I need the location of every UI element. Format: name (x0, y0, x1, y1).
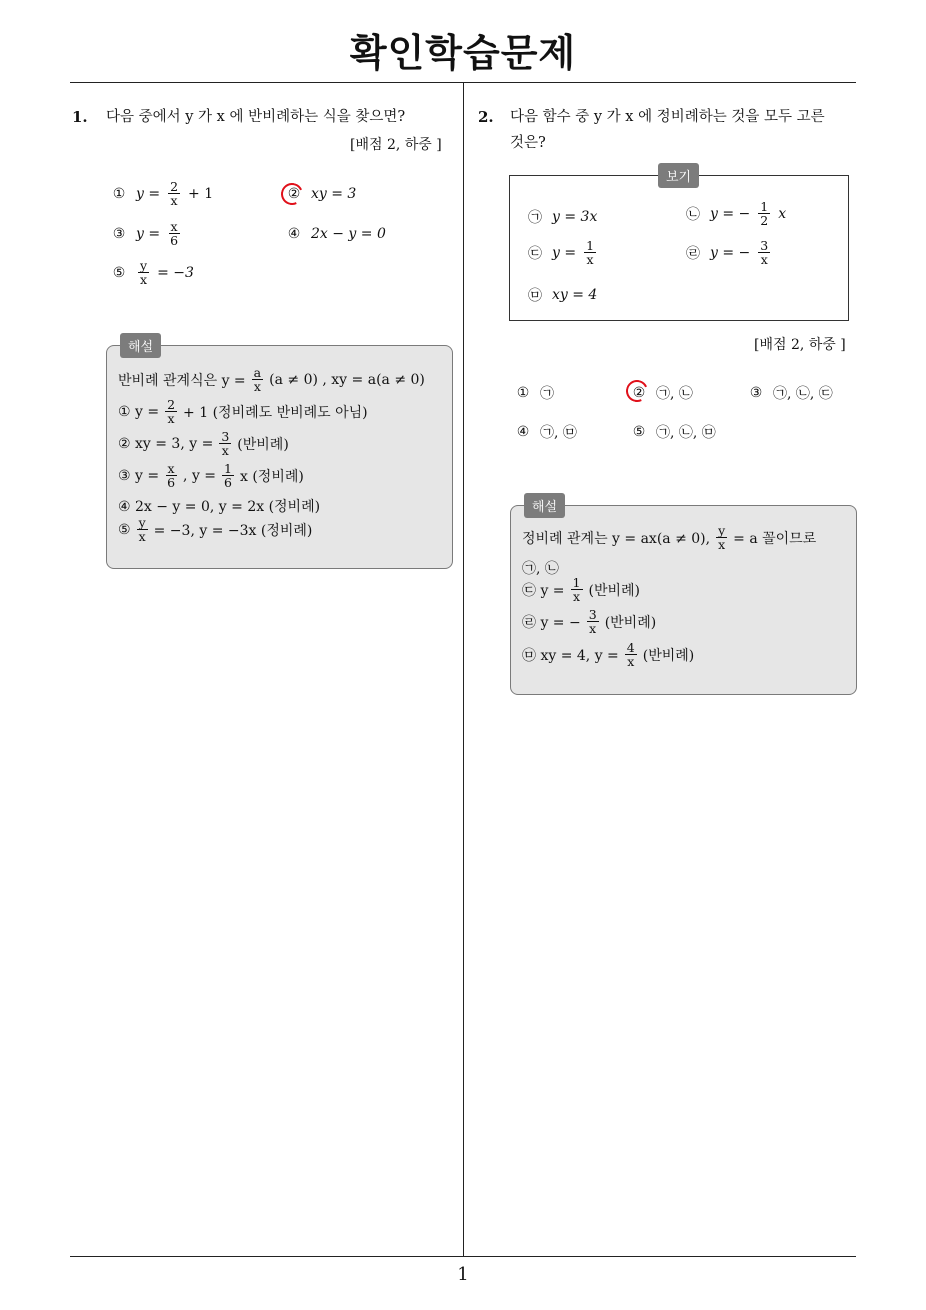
q2-option-1[interactable]: ① ㉠ (516, 385, 554, 402)
q2-box-item-5: ㉤ xy = 4 (528, 287, 598, 304)
q1-expl-line-5: ④ 2x − y = 0, y = 2x (정비례) (118, 499, 321, 515)
q1-option-2[interactable]: ② xy = 3 (287, 186, 357, 202)
answer-mark (278, 180, 306, 208)
q2-expl-line-2: ㉠, ㉡ (522, 561, 559, 577)
q2-box-item-3: ㉢ y = $\frac{1}{x}$ (528, 238, 595, 268)
q2-number: 2. (478, 108, 494, 126)
q2-option-2[interactable]: ② ㉠, ㉡ (632, 385, 693, 402)
page-title: 확인학습문제 (349, 31, 577, 75)
q2-expl-line-3: ㉢ y = $\frac{1}{x}$ (반비례) (522, 575, 640, 605)
q1-number: 1. (72, 108, 88, 126)
q1-expl-line-3: ② xy = 3, y = $\frac{3}{x}$ (반비례) (118, 429, 289, 459)
q1-expl-line-4: ③ y = $\frac{x}{6}$ , y = $\frac{1}{6}$ x (정비례) (118, 461, 304, 491)
q1-expl-line-1: 반비례 관계식은 y = $\frac{a}{x}$ (a ≠ 0) , xy = a(a ≠ 0) (118, 365, 425, 395)
q2-expl-line-1: 정비례 관계는 y = ax(a ≠ 0), $\frac{y}{x}$ = a 꼴이므로 (522, 523, 817, 553)
q1-option-3[interactable]: ③ y = $\frac{x}{6}$ (112, 219, 179, 249)
q2-expl-line-4: ㉣ y = − $\frac{3}{x}$ (반비례) (522, 607, 657, 637)
q2-score: [배점 2, 하중 ] (754, 337, 846, 353)
q1-option-5[interactable]: ⑤ $\frac{y}{x}$ = −3 (112, 258, 194, 288)
q1-explanation-tag: 해설 (120, 333, 161, 358)
q2-option-4[interactable]: ④ ㉠, ㉤ (516, 424, 577, 441)
q2-box-item-2: ㉡ y = − $\frac{1}{2}$ x (686, 199, 787, 229)
q2-explanation-tag: 해설 (524, 493, 565, 518)
q1-option-4[interactable]: ④ 2x − y = 0 (287, 226, 386, 242)
q2-choices-tag: 보기 (658, 163, 699, 188)
q1-option-1[interactable]: ① y = $\frac{2}{x}$ + 1 (112, 179, 214, 209)
q2-option-3[interactable]: ③ ㉠, ㉡, ㉢ (749, 385, 833, 402)
q2-box-item-4: ㉣ y = − $\frac{3}{x}$ (686, 238, 769, 268)
q2-expl-line-5: ㉤ xy = 4, y = $\frac{4}{x}$ (반비례) (522, 640, 695, 670)
q1-expl-line-2: ① y = $\frac{2}{x}$ + 1 (정비례도 반비례도 아님) (118, 397, 368, 427)
q2-box-item-1: ㉠ y = 3x (528, 209, 598, 226)
page-number: 1 (457, 1264, 469, 1285)
q1-expl-line-6: ⑤ $\frac{y}{x}$ = −3, y = −3x (정비례) (118, 515, 313, 545)
q2-text-line1: 다음 함수 중 y 가 x 에 정비례하는 것을 모두 고른 (510, 109, 825, 125)
column-divider (463, 82, 464, 1257)
bottom-rule (70, 1256, 856, 1257)
q1-score: [배점 2, 하중 ] (350, 137, 442, 153)
q2-option-5[interactable]: ⑤ ㉠, ㉡, ㉤ (632, 424, 716, 441)
q2-text-line2: 것은? (510, 135, 546, 151)
q1-text: 다음 중에서 y 가 x 에 반비례하는 식을 찾으면? (106, 109, 406, 125)
